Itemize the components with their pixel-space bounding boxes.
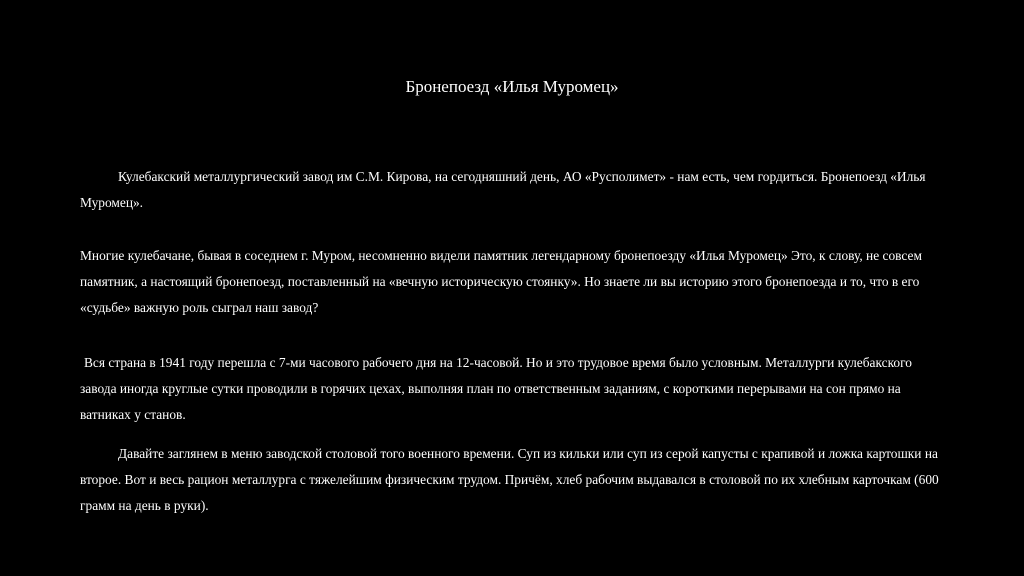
paragraph-3-text: Вся страна в 1941 году перешла с 7-ми часового рабочего дня на 12-часовой. Но и это трудовое время было условным. Металлурги кулебакского завода иногда круглые сутки проводили в горячих цехах, выполняя план по ответственным заданиям, с короткими перерывами на сон прямо на ватниках у станов.	[80, 355, 912, 422]
paragraph-3	[80, 350, 950, 428]
paragraph-4-text: Давайте заглянем в меню заводской столовой того военного времени. Суп из кильки или суп из серой капусты с крапивой и ложка картошки на второе. Вот и весь рацион металлурга с тяжелейшим физическим трудом. Причём, хлеб рабочим выдавался в столовой по их хлебным карточкам (600 грамм на день в руки).	[80, 446, 939, 513]
slide-title: Бронепоезд «Илья Муромец»	[405, 77, 619, 96]
paragraph-1-text: Кулебакский металлургический завод им С.М. Кирова, на сегодняшний день, АО «Русполимет» - нам есть, чем гордиться. Бронепоезд «Илья Муромец».	[80, 169, 926, 210]
paragraph-2: Многие кулебачане, бывая в соседнем г. Муром, несомненно видели памятник легендарному бронепоезду «Илья Муромец» Это, к слову, не совсем памятник, а настоящий бронепоезд, поставленный на «вечную историческую стоянку». Но знаете ли вы историю этого бронепоезда и то, что в его «судьбе» важную роль сыграл наш завод?	[80, 248, 922, 315]
paragraph-4	[80, 441, 950, 519]
paragraph-1	[80, 164, 950, 216]
